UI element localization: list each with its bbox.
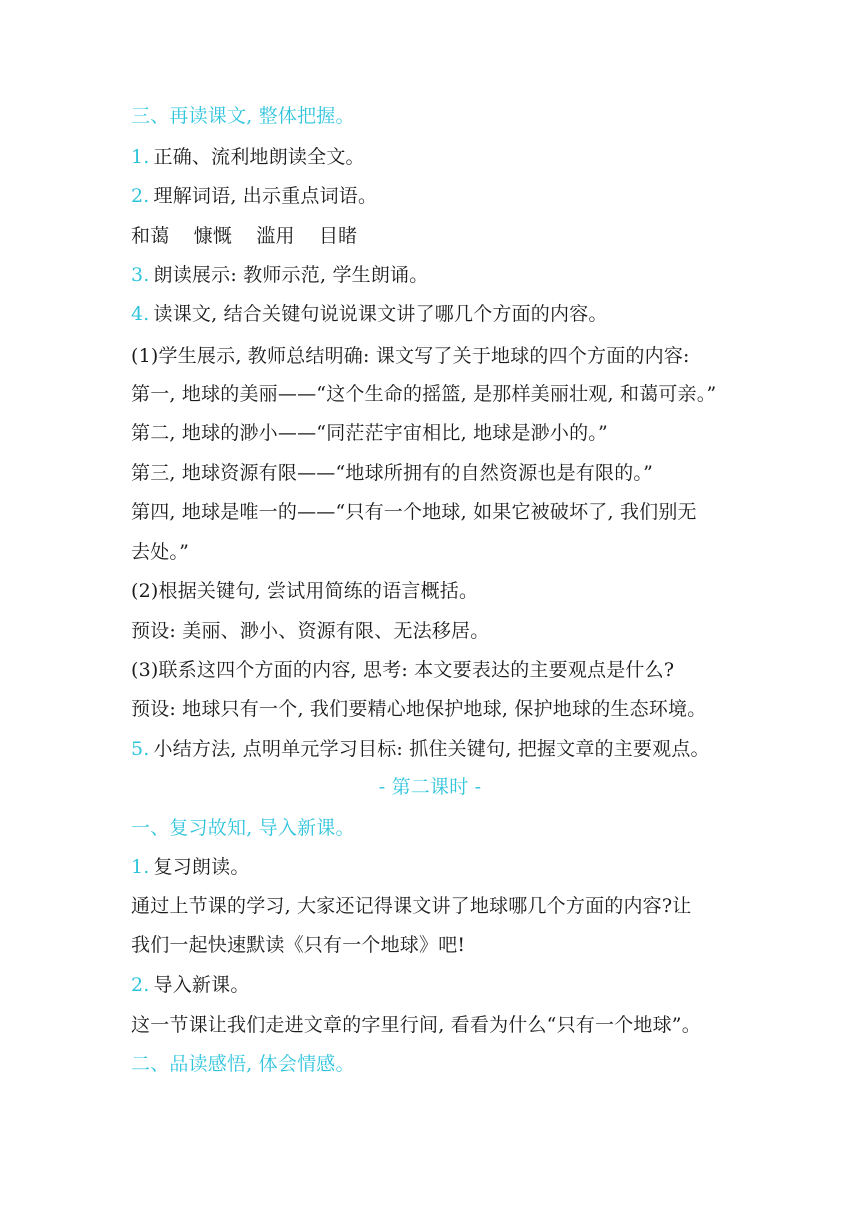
sub-point-1: (1)学生展示, 教师总结明确: 课文写了关于地球的四个方面的内容: [131, 345, 690, 367]
point-third: 第三, 地球资源有限——“地球所拥有的自然资源也是有限的。” [131, 462, 654, 484]
section-heading-3: 三、再读课文, 整体把握。 [131, 105, 355, 127]
point-second: 第二, 地球的渺小——“同茫茫宇宙相比, 地球是渺小的。” [131, 422, 608, 444]
key-word: 目睹 [318, 225, 358, 247]
lesson-title: - 第二课时 - [378, 776, 482, 798]
item-text: 理解词语, 出示重点词语。 [153, 185, 378, 207]
item-number: 2. [131, 185, 150, 207]
paragraph-2: 这一节课让我们走进文章的字里行间, 看看为什么“只有一个地球”。 [131, 1014, 701, 1036]
list-item-4 [131, 302, 608, 326]
item-number: 2. [131, 974, 150, 996]
item-number: 5. [131, 738, 150, 760]
preset-2: 预设: 地球只有一个, 我们要精心地保护地球, 保护地球的生态环境。 [131, 698, 707, 720]
list-item-5 [131, 737, 710, 761]
section-heading-1: 一、复习故知, 导入新课。 [131, 817, 355, 839]
point-first: 第一, 地球的美丽——“这个生命的摇篮, 是那样美丽壮观, 和蔼可亲。” [131, 383, 717, 405]
item-text: 正确、流利地朗读全文。 [153, 146, 365, 168]
item-text: 导入新课。 [153, 974, 250, 996]
key-words-row [131, 224, 375, 248]
item-text: 读课文, 结合关键句说说课文讲了哪几个方面的内容。 [153, 303, 608, 325]
list-item-1b [131, 855, 250, 879]
item-text: 复习朗读。 [153, 856, 250, 878]
point-fourth-line2: 去处。” [131, 541, 190, 563]
sub-point-3: (3)联系这四个方面的内容, 思考: 本文要表达的主要观点是什么? [131, 659, 675, 681]
item-number: 1. [131, 856, 150, 878]
item-number: 4. [131, 303, 150, 325]
paragraph-1-line2: 我们一起快速默读《只有一个地球》吧! [131, 934, 466, 956]
item-text: 小结方法, 点明单元学习目标: 抓住关键句, 把握文章的主要观点。 [153, 738, 710, 760]
sub-point-2: (2)根据关键句, 尝试用简练的语言概括。 [131, 580, 479, 602]
point-fourth-line1: 第四, 地球是唯一的——“只有一个地球, 如果它被破坏了, 我们别无 [131, 501, 697, 523]
list-item-1 [131, 145, 365, 169]
list-item-3 [131, 263, 428, 287]
key-word: 和蔼 [131, 225, 170, 247]
paragraph-1-line1: 通过上节课的学习, 大家还记得课文讲了地球哪几个方面的内容?让 [131, 895, 692, 917]
list-item-2 [131, 184, 377, 208]
key-word: 滥用 [256, 225, 295, 247]
section-heading-2: 二、品读感悟, 体会情感。 [131, 1053, 355, 1075]
key-word: 慷慨 [193, 225, 233, 247]
preset-1: 预设: 美丽、渺小、资源有限、无法移居。 [131, 620, 490, 642]
list-item-2b [131, 973, 250, 997]
item-number: 3. [131, 264, 150, 286]
item-text: 朗读展示: 教师示范, 学生朗诵。 [153, 264, 429, 286]
item-number: 1. [131, 146, 150, 168]
